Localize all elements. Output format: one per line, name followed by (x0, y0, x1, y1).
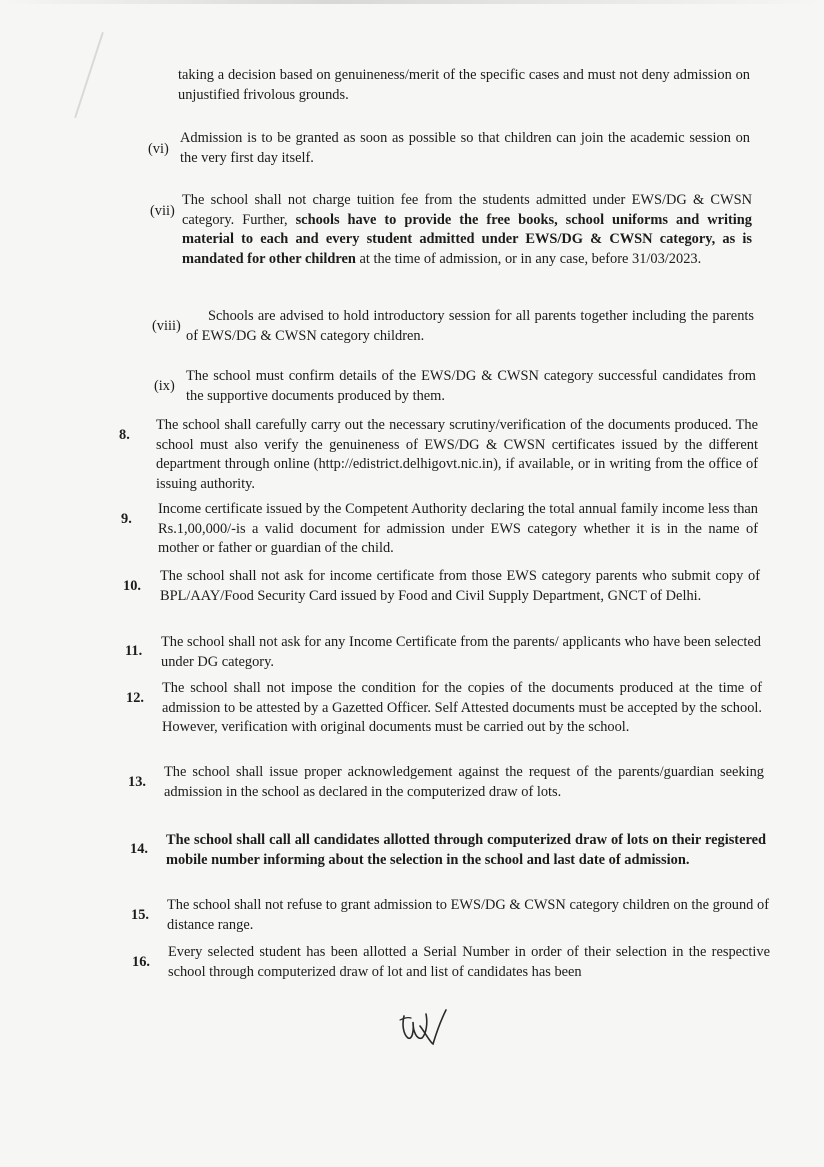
item-13-text: The school shall issue proper acknowledgement against the request of the parents/guardian seeking admission in the school as declared in the computerized draw of lots. (164, 764, 764, 800)
subitem-vii-text (182, 191, 752, 269)
item-number-14: 14. (130, 841, 148, 857)
scan-top-shadow (0, 0, 824, 4)
intro-continuation: taking a decision based on genuineness/merit of the specific cases and must not deny admission on unjustified frivolous grounds. (178, 67, 750, 103)
item-16-text: Every selected student has been allotted a Serial Number in order of their selection in the respective school through computerized draw of lot and list of candidates has been (168, 944, 770, 980)
item-number-15: 15. (131, 907, 149, 923)
subitem-marker-vii: (vii) (150, 203, 175, 219)
item-number-12: 12. (126, 690, 144, 706)
subitem-marker-vi: (vi) (148, 141, 169, 157)
item-14-text: The school shall call all candidates allotted through computerized draw of lots on their registered mobile number informing about the selection in the school and last date of admission. (166, 832, 766, 868)
item-8-text: The school shall carefully carry out the necessary scrutiny/verification of the documents produced. The school must also verify the genuineness of EWS/DG & CWSN certificates issued by the different department through online (http://edistrict.delhigovt.nic.in), if available, or in writing from the office of issuing authority. (156, 417, 758, 492)
subitem-viii-text: Schools are advised to hold introductory session for all parents together including the parents of EWS/DG & CWSN category children. (186, 308, 754, 344)
subitem-vii-text-b: at the time of admission, or in any case, before 31/03/2023. (355, 250, 702, 267)
subitem-ix-text: The school must confirm details of the EWS/DG & CWSN category successful candidates from the supportive documents produced by them. (186, 368, 756, 404)
subitem-vii-text-bold: schools have to provide the free books, school uniforms and writing material to each and every student admitted under EWS/DG & CWSN category, as is mandated for other children (182, 211, 752, 267)
item-number-16: 16. (132, 954, 150, 970)
subitem-vi-text: Admission is to be granted as soon as possible so that children can join the academic session on the very first day itself. (180, 130, 750, 166)
item-number-11: 11. (125, 643, 143, 659)
scan-edge-mark (74, 32, 104, 118)
item-12-text: The school shall not impose the condition for the copies of the documents produced at the time of admission to be attested by a Gazetted Officer. Self Attested documents must be accepted by the school. However, verification with original documents must be carried out by the school. (162, 680, 762, 735)
item-number-9: 9. (121, 511, 132, 527)
item-number-10: 10. (123, 578, 141, 594)
item-number-13: 13. (128, 774, 146, 790)
item-9-text: Income certificate issued by the Competent Authority declaring the total annual family income less than Rs.1,00,000/-is a valid document for admission under EWS category whether it is in the name of mother or father or guardian of the child. (158, 501, 758, 556)
subitem-vii-text-a: The school shall not charge tuition fee from the students admitted under EWS/DG & CWSN category. Further, (182, 192, 752, 228)
subitem-marker-viii: (viii) (152, 318, 181, 334)
item-11-text: The school shall not ask for any Income Certificate from the parents/ applicants who have been selected under DG category. (161, 634, 761, 670)
item-number-8: 8. (119, 427, 130, 443)
item-15-text: The school shall not refuse to grant admission to EWS/DG & CWSN category children on the ground of distance range. (167, 897, 769, 933)
subitem-marker-ix: (ix) (154, 378, 175, 394)
item-10-text: The school shall not ask for income certificate from those EWS category parents who submit copy of BPL/AAY/Food Security Card issued by Food and Civil Supply Department, GNCT of Delhi. (160, 568, 760, 604)
handwritten-initials (396, 1004, 452, 1050)
